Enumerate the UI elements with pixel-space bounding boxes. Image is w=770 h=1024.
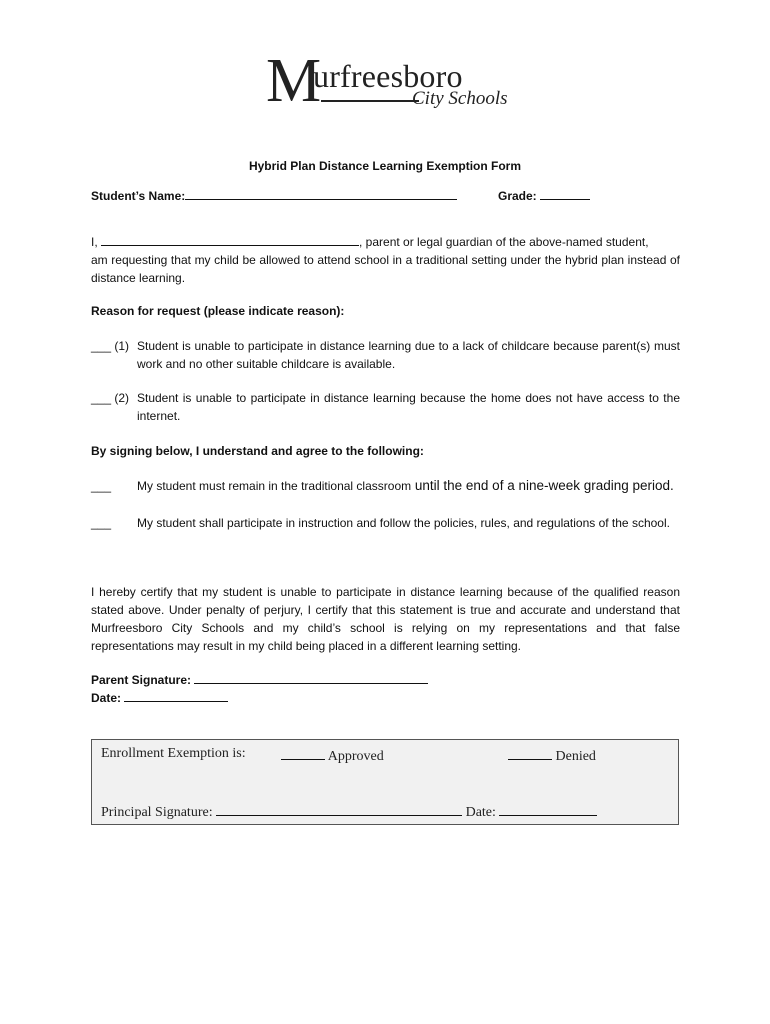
logo-initial: M xyxy=(266,47,322,115)
district-logo xyxy=(266,47,516,115)
agreement-text-b: until the end of a nine-week grading period. xyxy=(411,478,674,493)
date-row xyxy=(91,689,228,707)
grade-label: Grade: xyxy=(498,189,537,203)
denied-label: Denied xyxy=(555,749,596,764)
reason-checkbox[interactable]: ___ (1) xyxy=(91,339,130,353)
reason-text: Student is unable to participate in distance learning because the home does not have access to the internet. xyxy=(137,391,680,423)
agreement-item[interactable] xyxy=(91,514,680,550)
logo-rule xyxy=(321,100,419,102)
principal-date-label: Date: xyxy=(465,805,496,820)
student-name-label: Student’s Name: xyxy=(91,189,186,203)
parent-signature-row xyxy=(91,671,428,689)
agreement-checkbox[interactable]: ___ xyxy=(91,479,112,493)
agreement-text-a: My student must remain in the traditional classroom xyxy=(137,479,412,493)
guardian-suffix: , parent or legal guardian of the above-named student, xyxy=(359,235,649,249)
reason-item[interactable] xyxy=(91,337,680,373)
enrollment-exemption-label: Enrollment Exemption is: xyxy=(101,746,246,761)
agreement-text xyxy=(137,477,680,495)
agreement-item[interactable] xyxy=(91,477,680,515)
denied-blank[interactable] xyxy=(508,746,552,760)
logo-subtitle: City Schools xyxy=(412,88,508,109)
guardian-prefix: I, xyxy=(91,235,98,249)
agree-heading: By signing below, I understand and agree to the following: xyxy=(91,444,424,458)
office-use-box xyxy=(91,739,679,825)
guardian-rest: am requesting that my child be allowed to attend school in a traditional setting under the hybrid plan instead of distance learning. xyxy=(91,253,680,285)
student-name-row xyxy=(91,187,457,205)
reason-heading: Reason for request (please indicate reason): xyxy=(91,304,345,318)
grade-row xyxy=(498,187,590,205)
parent-signature-label: Parent Signature: xyxy=(91,673,192,687)
guardian-paragraph xyxy=(91,233,680,287)
reason-item[interactable] xyxy=(91,389,680,425)
logo-word: urfreesboro xyxy=(313,58,463,94)
agreement-text: My student shall participate in instruction and follow the policies, rules, and regulations of the school. xyxy=(137,516,670,530)
guardian-name-field[interactable] xyxy=(101,233,359,246)
agreement-checkbox[interactable]: ___ xyxy=(91,516,112,530)
reason-checkbox[interactable]: ___ (2) xyxy=(91,391,130,405)
principal-date-field[interactable] xyxy=(499,802,597,816)
form-title: Hybrid Plan Distance Learning Exemption Form xyxy=(248,159,522,173)
approved-option[interactable] xyxy=(281,746,384,765)
grade-field[interactable] xyxy=(540,187,590,200)
parent-signature-field[interactable] xyxy=(194,671,428,684)
approved-label: Approved xyxy=(327,749,384,764)
student-name-field[interactable] xyxy=(185,187,457,200)
principal-signature-field[interactable] xyxy=(216,802,462,816)
date-label: Date: xyxy=(91,691,122,705)
denied-option[interactable] xyxy=(508,746,596,765)
date-field[interactable] xyxy=(124,689,228,702)
principal-signature-row xyxy=(101,802,597,821)
principal-signature-label: Principal Signature: xyxy=(101,805,213,820)
approved-blank[interactable] xyxy=(281,746,325,760)
certification-paragraph: I hereby certify that my student is unable to participate in distance learning because of the qualified reason stated above. Under penalty of perjury, I certify that this statement is true and accurate and understand that Murfreesboro City Schools and my child’s school is relying on my representations and that false representations may result in my child being placed in a different learning setting. xyxy=(91,585,680,653)
reason-text: Student is unable to participate in distance learning due to a lack of childcare because parent(s) must work and no other suitable childcare is available. xyxy=(137,339,680,371)
